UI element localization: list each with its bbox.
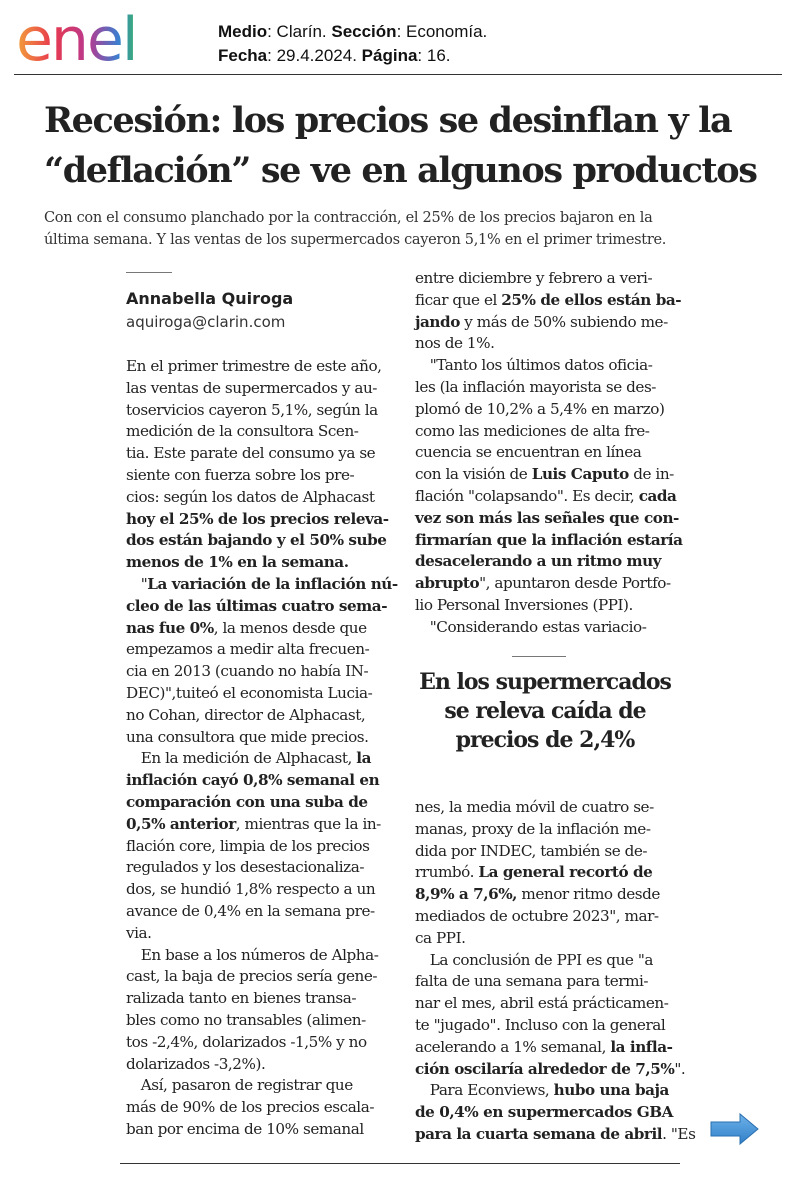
headline-line: “deflación” se ve en algunos productos — [44, 150, 757, 191]
body-text-line: dolarizados -3,2%). — [126, 1054, 266, 1073]
body-text-line: ción oscilaría alrededor de 7,5%". — [415, 1059, 686, 1078]
arrow-right-icon[interactable] — [710, 1112, 760, 1146]
body-text-line: les (la inflación mayorista se des- — [415, 377, 656, 396]
article-headline — [44, 96, 764, 196]
emphasis-text: 8,9% a 7,6%, — [415, 885, 518, 904]
emphasis-text: jando — [415, 312, 460, 331]
fecha-value: : 29.4.2024. — [267, 46, 362, 65]
emphasis-text: 25% de ellos están ba- — [501, 290, 682, 309]
body-text-line: DEC)",tuiteó el economista Lucia- — [126, 683, 373, 702]
pagina-label: Página — [361, 46, 418, 65]
body-text-line: tia. Este parate del consumo ya se — [126, 444, 376, 463]
body-text-line: entre diciembre y febrero a veri- — [415, 269, 653, 287]
body-text-line: En la medición de Alphacast, la — [126, 749, 371, 768]
fecha-label: Fecha — [218, 46, 268, 65]
emphasis-text: La general recortó de — [478, 863, 653, 882]
body-text-line: "La variación de la inflación nú- — [126, 574, 398, 593]
body-text-line: mediados de octubre 2023", mar- — [415, 906, 659, 925]
emphasis-text: inflación cayó 0,8% semanal en — [126, 771, 380, 790]
body-text-line — [415, 551, 683, 573]
emphasis-text: la — [356, 749, 371, 768]
emphasis-text: de 0,4% en supermercados GBA — [415, 1103, 673, 1122]
emphasis-text: nas fue 0% — [126, 618, 214, 637]
seccion-value: : Economía. — [396, 22, 488, 41]
body-text-line: no Cohan, director de Alphacast, — [126, 705, 366, 724]
body-text-line: como las mediciones de alta fre- — [415, 421, 650, 440]
body-text-line: Para Econviews, hubo una baja — [415, 1081, 669, 1100]
body-text-line: ban por encima de 10% semanal — [126, 1119, 364, 1138]
body-text-line — [415, 530, 683, 552]
body-text-line: cia en 2013 (cuando no había IN- — [126, 662, 369, 681]
source-metadata — [218, 20, 487, 68]
body-text-line: nos de 1%. — [415, 334, 495, 353]
body-text-line: nes, la media móvil de cuatro se- — [415, 798, 654, 816]
body-text-line: cios: según los datos de Alphacast — [126, 487, 375, 506]
body-text-line: plomó de 10,2% a 5,4% en marzo) — [415, 399, 665, 418]
body-text-line: medición de la consultora Scen- — [126, 422, 359, 441]
body-text-line: cuencia se encuentran en línea — [415, 443, 642, 462]
author-email[interactable]: aquiroga@clarin.com — [126, 313, 286, 331]
emphasis-text: firmarían que la inflación estaría — [415, 530, 683, 549]
body-text-line: avance de 0,4% en la semana pre- — [126, 901, 375, 920]
body-text-line: toservicios cayeron 5,1%, según la — [126, 400, 378, 419]
page-bottom-divider — [120, 1163, 680, 1164]
body-text-line — [126, 509, 394, 531]
body-text-line — [415, 1102, 683, 1124]
body-text-line: regulados y los desestacionaliza- — [126, 858, 365, 877]
body-text-line: flación "colapsando". Es decir, cada — [415, 486, 677, 505]
body-column-2-top — [415, 268, 683, 639]
body-text-line: ca PPI. — [415, 928, 466, 947]
emphasis-text: dos están bajando y el 50% sube — [126, 531, 387, 550]
svg-text:enel: enel — [16, 8, 137, 70]
emphasis-text: la infla- — [610, 1037, 673, 1056]
emphasis-text: hubo una baja — [553, 1081, 669, 1100]
body-text-line: una consultora que mide precios. — [126, 727, 369, 746]
body-column-2-bottom — [415, 797, 696, 1146]
pullquote-divider — [512, 656, 566, 657]
body-text-line: via. — [126, 923, 152, 942]
emphasis-text: cada — [638, 486, 677, 505]
body-text-line: "Tanto los últimos datos oficia- — [415, 356, 653, 375]
body-text-line: con la visión de Luis Caputo de in- — [415, 465, 674, 484]
body-text-line: más de 90% de los precios escala- — [126, 1098, 374, 1117]
body-text-line: empezamos a medir alta frecuen- — [126, 640, 370, 659]
body-text-line: siente con fuerza sobre los pre- — [126, 465, 355, 484]
body-text-line: falta de una semana para termi- — [415, 972, 649, 991]
body-text-line: ralizada tanto en bienes transa- — [126, 989, 357, 1008]
body-text-line — [126, 792, 394, 814]
pagina-value: : 16. — [417, 46, 451, 65]
body-text-line: rrumbó. La general recortó de — [415, 863, 653, 882]
emphasis-text: 0,5% anterior — [126, 814, 236, 833]
enel-logo — [14, 8, 194, 70]
headline-line: Recesión: los precios se desinflan y la — [44, 100, 732, 141]
medio-label: Medio — [218, 22, 268, 41]
body-text-line: jando y más de 50% subiendo me- — [415, 312, 668, 331]
emphasis-text: menos de 1% en la semana. — [126, 553, 349, 572]
subhead-line: última semana. Y las ventas de los supermercados cayeron 5,1% en el primer trimestre. — [44, 232, 667, 248]
body-text-line: Así, pasaron de registrar que — [126, 1076, 353, 1095]
pullquote-line: se releva caída de — [444, 698, 646, 724]
article-subhead — [44, 207, 724, 251]
body-text-line: bles como no transables (alimen- — [126, 1010, 366, 1029]
body-text-line: acelerando a 1% semanal, la infla- — [415, 1037, 673, 1056]
body-text-line: tos -2,4%, dolarizados -1,5% y no — [126, 1032, 367, 1051]
pullquote-line: En los supermercados — [419, 669, 671, 695]
emphasis-text: La variación de la inflación nú- — [147, 574, 398, 593]
medio-value: : Clarín. — [267, 22, 332, 41]
body-column-1 — [126, 356, 398, 1141]
emphasis-text: vez son más las señales que con- — [415, 508, 679, 527]
subhead-line: Con con el consumo planchado por la contracción, el 25% de los precios bajaron en la — [44, 210, 653, 226]
body-text-line: lio Personal Inversiones (PPI). — [415, 595, 633, 614]
body-text-line: dida por INDEC, también se de- — [415, 841, 648, 860]
body-text-line: nas fue 0%, la menos desde que — [126, 618, 367, 637]
body-text-line — [126, 530, 394, 552]
emphasis-text: desacelerando a un ritmo muy — [415, 552, 662, 571]
emphasis-text: cleo de las últimas cuatro sema- — [126, 596, 388, 615]
body-text-line: manas, proxy de la inflación me- — [415, 819, 651, 838]
body-text-line: para la cuarta semana de abril. "Es — [415, 1124, 696, 1143]
body-text-line — [415, 508, 683, 530]
body-text-line — [126, 596, 394, 618]
emphasis-text: Luis Caputo — [531, 465, 629, 484]
body-text-line: abrupto", apuntaron desde Portfo- — [415, 574, 671, 593]
body-text-line — [126, 552, 394, 574]
body-text-line: En base a los números de Alpha- — [126, 945, 379, 964]
pullquote-line: precios de 2,4% — [455, 727, 635, 753]
author-name: Annabella Quiroga — [126, 289, 294, 308]
body-text-line: "Considerando estas variacio- — [415, 617, 647, 636]
emphasis-text: comparación con una suba de — [126, 792, 368, 811]
body-text-line: dos, se hundió 1,8% respecto a un — [126, 880, 376, 899]
body-text-line: 8,9% a 7,6%, menor ritmo desde — [415, 885, 660, 904]
body-text-line: La conclusión de PPI es que "a — [415, 950, 653, 969]
fecha-line — [218, 44, 487, 68]
body-text-line: las ventas de supermercados y au- — [126, 378, 377, 397]
header-divider — [14, 74, 782, 75]
emphasis-text: para la cuarta semana de abril — [415, 1124, 663, 1143]
body-text-line: ficar que el 25% de ellos están ba- — [415, 290, 682, 309]
body-text-line — [126, 770, 394, 792]
medio-line — [218, 20, 487, 44]
body-text-line: cast, la baja de precios sería gene- — [126, 967, 378, 986]
pull-quote — [410, 668, 680, 755]
body-text-line: te "jugado". Incluso con la general — [415, 1015, 666, 1034]
seccion-label: Sección — [331, 22, 397, 41]
body-text-line: 0,5% anterior, mientras que la in- — [126, 814, 381, 833]
emphasis-text: ción oscilaría alrededor de 7,5% — [415, 1059, 675, 1078]
emphasis-text: abrupto — [415, 574, 480, 593]
byline-divider — [126, 272, 172, 273]
emphasis-text: hoy el 25% de los precios releva- — [126, 509, 389, 528]
body-text-line: nar el mes, abril está prácticamen- — [415, 994, 669, 1013]
body-text-line: flación core, limpia de los precios — [126, 836, 370, 855]
body-text-line: En el primer trimestre de este año, — [126, 357, 382, 375]
